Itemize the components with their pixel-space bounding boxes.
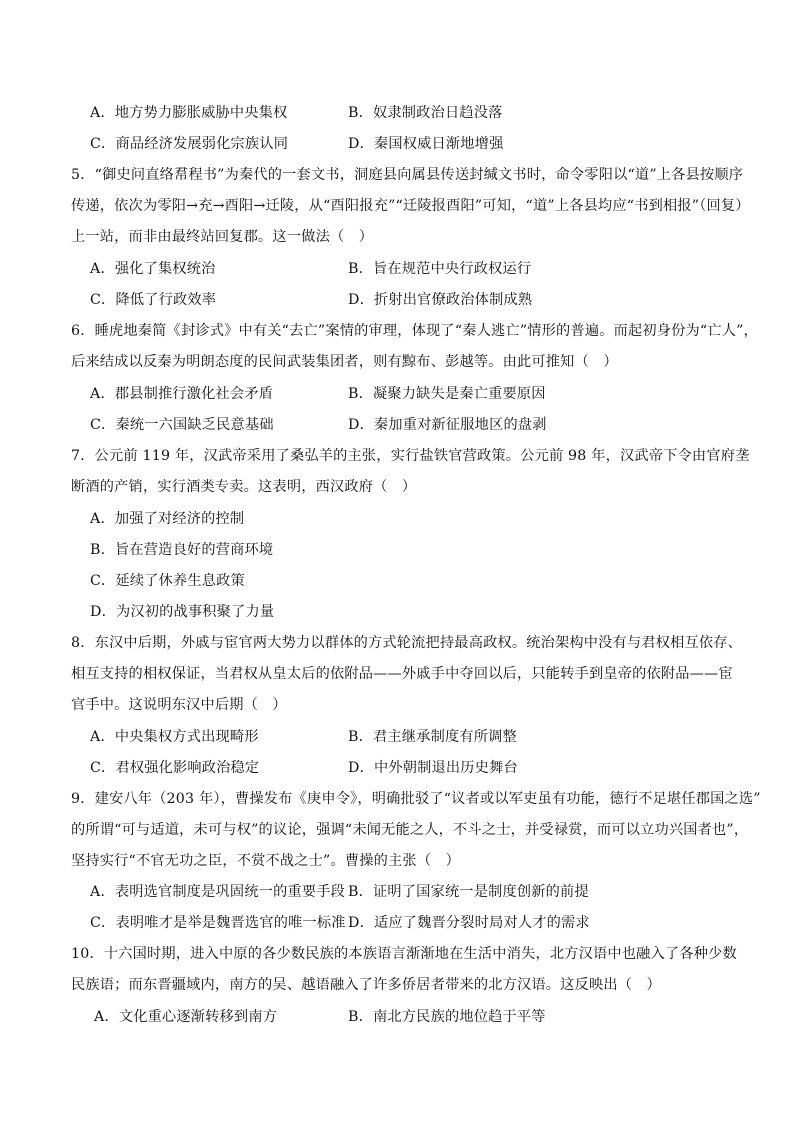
q9-option-b: B．证明了国家统一是制度创新的前提: [348, 884, 589, 900]
q6-stem-line-2: 后来结成以反秦为明朗态度的民间武装集团者，则有黥布、彭越等。由此可推知（ ）: [71, 354, 618, 370]
q6-option-b: B．凝聚力缺失是秦亡重要原因: [348, 386, 546, 402]
q7-option-a: A．加强了对经济的控制: [90, 511, 245, 527]
q5-stem-line-3: 上一站，而非由最终站回复郡。这一做法（ ）: [71, 229, 374, 245]
q9-stem-line-2: 的所谓“可与适道，未可与权”的议论，强调“未闻无能之人，不斗之士，并受禄赏，而可以立功兴国者也”，: [71, 822, 749, 838]
q7-stem-line-1: 7．公元前 119 年，汉武帝采用了桑弘羊的主张，实行盐铁官营政策。公元前 98 年，汉武帝下令由官府垄: [71, 448, 750, 464]
q4-option-c: C．商品经济发展弱化宗族认同: [90, 136, 289, 152]
q8-stem-line-3: 官手中。这说明东汉中后期（ ）: [71, 697, 287, 713]
q10-stem-line-1: 10．十六国时期，进入中原的各少数民族的本族语言渐渐地在生活中消失，北方汉语中也融入了各种少数: [71, 946, 737, 962]
q8-stem-line-1: 8．东汉中后期，外戚与宦官两大势力以群体的方式轮流把持最高政权。统治架构中没有与君权相互依存、: [71, 635, 743, 651]
q8-option-d: D．中外朝制退出历史舞台: [348, 760, 518, 776]
q5-option-c: C．降低了行政效率: [90, 292, 217, 308]
q7-option-c: C．延续了休养生息政策: [90, 573, 245, 589]
q9-option-d: D．适应了魏晋分裂时局对人才的需求: [348, 915, 590, 931]
q8-option-b: B．君主继承制度有所调整: [348, 729, 517, 745]
q4-option-d: D．秦国权威日渐地增强: [348, 136, 504, 152]
q8-stem-line-2: 相互支持的相权保证，当君权从皇太后的依附品——外戚手中夺回以后，只能转手到皇帝的依附品——宦: [71, 666, 733, 682]
q5-stem-line-1: 5．“御史问直络帬程书”为秦代的一套文书，洞庭县向属县传送封缄文书时，命令零阳以“道”上各县按顺序: [71, 167, 744, 183]
q10-option-b: B．南北方民族的地位趋于平等: [348, 1009, 546, 1025]
q9-stem-line-1: 9．建安八年（203 年），曹操发布《庚申令》，明确批驳了“议者或以军吏虽有功能，德行不足堪任郡国之选”: [71, 791, 761, 807]
q8-option-a: A．中央集权方式出现畸形: [90, 729, 259, 745]
q9-stem-line-3: 坚持实行“不官无功之臣，不赏不战之士”。曹操的主张（ ）: [71, 853, 460, 869]
q7-option-b: B．旨在营造良好的营商环境: [90, 542, 274, 558]
q6-stem-line-1: 6．睡虎地秦简《封诊式》中有关“去亡”案情的审理，体现了“秦人逃亡”情形的普遍。而起初身份为“亡人”，: [71, 323, 758, 339]
q8-option-c: C．君权强化影响政治稳定: [90, 760, 260, 776]
q6-option-a: A．郡县制推行激化社会矛盾: [90, 386, 274, 402]
q10-stem-line-2: 民族语；而东晋疆域内，南方的吴、越语融入了许多侨居者带来的北方汉语。这反映出（ ）: [71, 977, 661, 993]
q5-stem-line-2: 传递，依次为零阳→充→酉阳→迁陵，从“酉阳报充”“迁陵报酉阳”可知，“道”上各县均应“书到相报”（回复）: [71, 198, 750, 214]
q5-option-b: B．旨在规范中央行政权运行: [348, 261, 532, 277]
q7-stem-line-2: 断酒的产销，实行酒类专卖。这表明，西汉政府（ ）: [71, 479, 417, 495]
q7-option-d: D．为汉初的战事积聚了力量: [90, 604, 275, 620]
q9-option-c: C．表明唯才是举是魏晋选官的唯一标准: [90, 915, 346, 931]
q4-option-a: A．地方势力膨胀威胁中央集权: [90, 105, 288, 121]
q9-option-a: A．表明选官制度是巩固统一的重要手段: [90, 884, 346, 900]
q6-option-d: D．秦加重对新征服地区的盘剥: [348, 417, 547, 433]
q10-option-a: A．文化重心逐渐转移到南方: [94, 1009, 278, 1025]
q6-option-c: C．秦统一六国缺乏民意基础: [90, 417, 274, 433]
q5-option-a: A．强化了集权统治: [90, 261, 216, 277]
q4-option-b: B．奴隶制政治日趋没落: [348, 105, 503, 121]
q5-option-d: D．折射出官僚政治体制成熟: [348, 292, 533, 308]
